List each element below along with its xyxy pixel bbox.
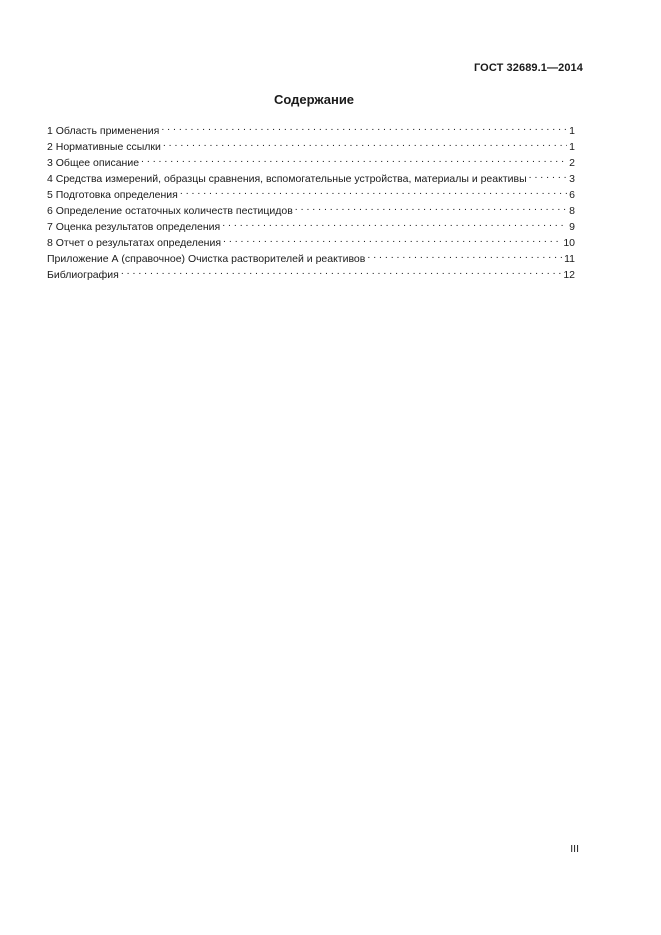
toc-dot-leader [529,168,568,182]
toc-dot-leader [121,264,561,278]
toc-item[interactable] [47,232,575,248]
toc-item-label: 1 Область применения [47,125,160,137]
toc-item[interactable] [47,200,575,216]
toc-dot-leader [163,136,567,150]
toc-item-label: 6 Определение остаточных количеств пестицидов [47,205,293,217]
toc-item-label: Библиография [47,269,119,281]
toc-dot-leader [161,120,567,134]
toc-item[interactable] [47,184,575,200]
toc-item-page: 2 [569,157,575,169]
toc-item-label: 5 Подготовка определения [47,189,178,201]
toc-item-page: 12 [563,269,575,281]
toc-item[interactable] [47,168,575,184]
toc-item-page: 3 [569,173,575,185]
toc-item[interactable] [47,248,575,264]
table-of-contents [47,120,575,280]
toc-item-label: 8 Отчет о результатах определения [47,237,222,249]
toc-item-page: 9 [569,221,575,233]
toc-item[interactable] [47,120,575,136]
toc-item-page: 1 [569,125,575,137]
toc-item-label: 3 Общее описание [47,157,140,169]
toc-item-label: Приложение А (справочное) Очистка растворителей и реактивов [47,253,366,265]
toc-item[interactable] [47,216,575,232]
toc-dot-leader [141,152,567,166]
toc-item-page: 1 [569,141,575,153]
document-code: ГОСТ 32689.1—2014 [473,62,583,74]
toc-item-page: 11 [564,253,575,265]
toc-dot-leader [222,216,567,230]
toc-item-label: 7 Оценка результатов определения [47,221,221,233]
toc-item-page: 10 [563,237,575,249]
toc-dot-leader [223,232,561,246]
toc-item-label: 2 Нормативные ссылки [47,141,161,153]
toc-dot-leader [367,248,562,262]
toc-item[interactable] [47,136,575,152]
toc-dot-leader [295,200,567,214]
toc-item[interactable] [47,264,575,280]
page-number: III [570,843,579,855]
toc-item-page: 6 [569,189,575,201]
toc-item[interactable] [47,152,575,168]
toc-dot-leader [180,184,567,198]
toc-item-page: 8 [569,205,575,217]
toc-title: Содержание [273,92,355,107]
toc-item-label: 4 Средства измерений, образцы сравнения, вспомогательные устройства, материалы и реактивы [47,173,527,185]
